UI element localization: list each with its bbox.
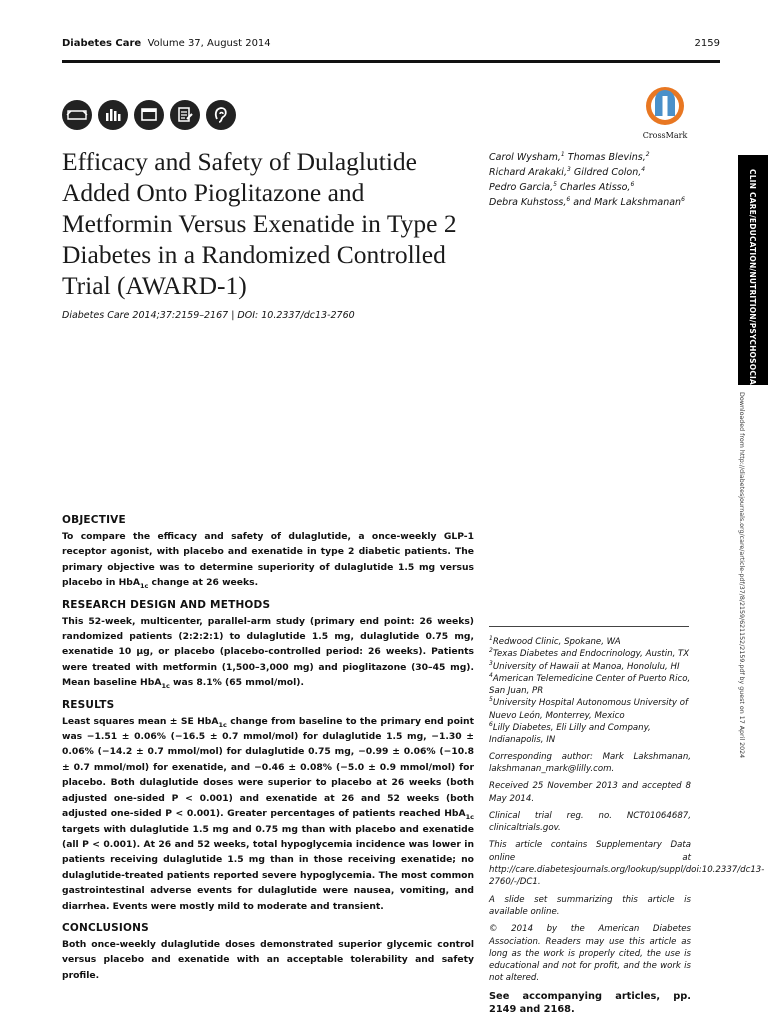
slide-set-note: A slide set summarizing this article is available online. bbox=[489, 894, 691, 917]
author-name: and Mark Lakshmanan bbox=[573, 197, 682, 208]
download-watermark: Downloaded from http://diabetesjournals.org/care/article-pdf/37/8/2159/621152/2159.pdf by guest on 17 April 2024 bbox=[738, 392, 745, 759]
crossmark-badge[interactable] bbox=[640, 86, 690, 140]
feature-icons bbox=[62, 100, 236, 130]
conclusions-heading: CONCLUSIONS bbox=[62, 921, 149, 934]
author-name: Thomas Blevins, bbox=[567, 152, 646, 163]
crossmark-label: CrossMark bbox=[642, 131, 688, 140]
page-number: 2159 bbox=[694, 38, 720, 49]
structured-abstract bbox=[62, 514, 474, 991]
affiliation-item: $^3$University of Hawaii at Manoa, Honolulu, HI bbox=[489, 659, 680, 672]
section-side-tab bbox=[738, 155, 768, 390]
author-affiliation-marker: 1 bbox=[560, 150, 565, 158]
corresponding-author: Corresponding author: Mark Lakshmanan, lakshmanan_mark@lilly.com. bbox=[489, 751, 691, 774]
running-header bbox=[62, 38, 720, 49]
accompanying-articles-link[interactable]: See accompanying articles, pp. 2149 and 2168. bbox=[489, 990, 691, 1015]
methods-text: This 52-week, multicenter, parallel-arm study (primary end point: 26 weeks) randomized patients (2:2:2:1) to dulaglutide 1.5 mg, dulaglutide 0.75 mg, exenatide 10 μg, or placebo (placebo-controlled period: 26 weeks). Patients were treated with metformin (1,500–3,000 mg) and pioglitazone (30–45 mg). Mean baseline HbA$_{1c}$ was 8.1% (65 mmol/mol). bbox=[62, 615, 474, 691]
article-title: Efficacy and Safety of Dulaglutide Added Onto Pioglitazone and Metformin Versus Exenatide in Type 2 Diabetes in a Randomized Controlled Trial (AWARD-1) bbox=[62, 147, 457, 300]
audio-icon[interactable] bbox=[98, 100, 128, 130]
article-notes bbox=[489, 635, 765, 1021]
affiliation-item: $^4$American Telemedicine Center of Puerto Rico, San Juan, PR bbox=[489, 672, 691, 697]
editorial-icon[interactable] bbox=[170, 100, 200, 130]
podcast-ear-icon[interactable] bbox=[206, 100, 236, 130]
conclusions-text: Both once-weekly dulaglutide doses demonstrated superior glycemic control versus placebo and exenatide with an acceptable tolerability and safety profile. bbox=[62, 938, 474, 981]
author-name: Carol Wysham, bbox=[489, 152, 561, 163]
notes-divider bbox=[489, 626, 689, 627]
affiliation-item: $^6$Lilly Diabetes, Eli Lilly and Company, Indianapolis, IN bbox=[489, 721, 651, 746]
copyright-note: © 2014 by the American Diabetes Association. Readers may use this article as long as the work is properly cited, the use is educational and not for profit, and the work is not altered. bbox=[489, 924, 691, 984]
author-name: Pedro Garcia, bbox=[489, 182, 554, 193]
author-name: Richard Arakaki, bbox=[489, 167, 567, 178]
header-rule bbox=[62, 60, 720, 63]
author-affiliation-marker: 6 bbox=[566, 195, 571, 203]
author-name: Gildred Colon, bbox=[573, 167, 642, 178]
free-access-icon[interactable] bbox=[62, 100, 92, 130]
results-text: Least squares mean ± SE HbA$_{1c}$ change from baseline to the primary end point was −1.51 ± 0.06% (−16.5 ± 0.7 mmol/mol) for dulaglutide 1.5 mg, −1.30 ± 0.06% (−14.2 ± 0.7 mmol/mol) for dulaglutide 0.75 mg, −0.99 ± 0.06% (−10.8 ± 0.7 mmol/mol) for exenatide, and −0.46 ± 0.08% (−5.0 ± 0.9 mmol/mol) for placebo. Both dulaglutide doses were superior to placebo at 26 weeks (both adjusted one-sided P < 0.001) and exenatide at 26 and 52 weeks (both adjusted one-sided P < 0.001). Greater percentages of patients reached HbA$_{1c}$ targets with dulaglutide 1.5 mg and 0.75 mg than with placebo and exenatide (all P < 0.001). At 26 and 52 weeks, total hypoglycemia incidence was lower in patients receiving dulaglutide 1.5 mg than in those receiving exenatide; no dulaglutide-treated patients reported severe hypoglycemia. The most common gastrointestinal adverse events for dulaglutide were nausea, vomiting, and diarrhea. Events were mostly mild to moderate and transient. bbox=[62, 715, 474, 912]
author-name: Debra Kuhstoss, bbox=[489, 197, 567, 208]
author-affiliation-marker: 6 bbox=[681, 195, 685, 203]
author-affiliation-marker: 3 bbox=[566, 165, 571, 173]
affiliation-item: $^5$University Hospital Autonomous University of Nuevo León, Monterrey, Mexico bbox=[489, 696, 689, 721]
results-heading: RESULTS bbox=[62, 698, 115, 711]
author-name: Charles Atisso, bbox=[560, 182, 631, 193]
section-category-label: CLIN CARE/EDUCATION/NUTRITION/PSYCHOSOCIAL bbox=[748, 169, 757, 390]
crossmark-logo bbox=[645, 86, 685, 126]
author-affiliation-marker: 6 bbox=[630, 180, 635, 188]
methods-heading: RESEARCH DESIGN AND METHODS bbox=[62, 598, 271, 611]
citation-line: Diabetes Care 2014;37:2159–2167 | DOI: 10.2337/dc13-2760 bbox=[62, 310, 355, 321]
affiliation-item: $^1$Redwood Clinic, Spokane, WA bbox=[489, 635, 621, 647]
objective-heading: OBJECTIVE bbox=[62, 514, 126, 526]
affiliation-list bbox=[489, 636, 691, 747]
supplementary-data-note: This article contains Supplementary Data online at http://care.diabetesjournals.org/lookup/suppl/doi:10.2337/dc13-2760/-/DC1. bbox=[489, 840, 765, 888]
author-list bbox=[489, 150, 709, 210]
received-dates: Received 25 November 2013 and accepted 8 May 2014. bbox=[489, 781, 691, 804]
objective-text: To compare the efficacy and safety of dulaglutide, a once-weekly GLP-1 receptor agonist, with placebo and exenatide in type 2 diabetic patients. The primary objective was to determine superiority of dulaglutide 1.5 mg versus placebo in HbA$_{1c}$ change at 26 weeks. bbox=[62, 531, 474, 591]
author-affiliation-marker: 4 bbox=[641, 165, 646, 173]
affiliation-item: $^2$Texas Diabetes and Endocrinology, Austin, TX bbox=[489, 647, 690, 660]
author-affiliation-marker: 2 bbox=[645, 150, 650, 158]
slides-icon[interactable] bbox=[134, 100, 164, 130]
trial-registration: Clinical trial reg. no. NCT01064687, clinicaltrials.gov. bbox=[489, 810, 691, 834]
journal-name: Diabetes Care bbox=[62, 38, 142, 49]
author-affiliation-marker: 5 bbox=[553, 180, 557, 188]
journal-volume: Volume 37, August 2014 bbox=[147, 38, 271, 49]
